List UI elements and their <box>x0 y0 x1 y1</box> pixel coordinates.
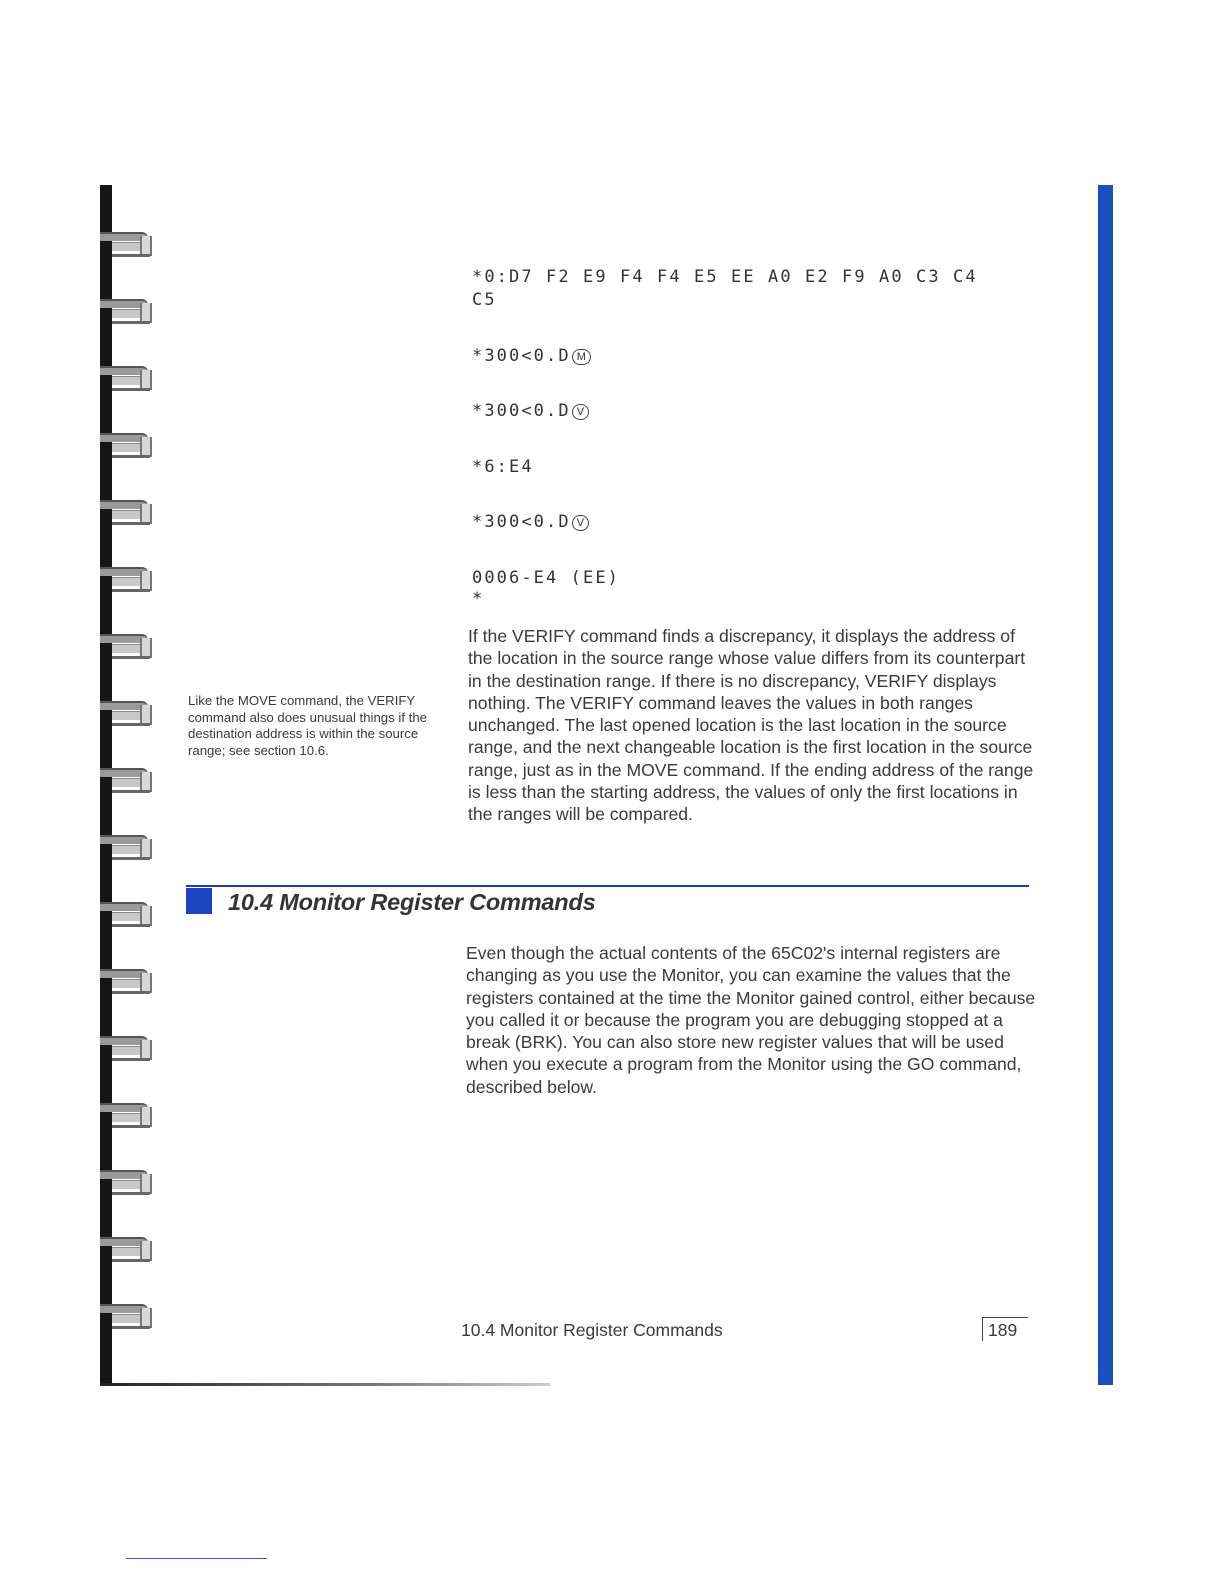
binding-coil-icon <box>100 429 152 463</box>
section-rule <box>186 885 1029 887</box>
margin-note: Like the MOVE command, the VERIFY command also does unusual things if the destination address is within the source range; see section 10.6. <box>188 693 427 759</box>
m-key-icon: M <box>572 349 591 365</box>
page-number: 189 <box>982 1317 1028 1341</box>
running-footer: 10.4 Monitor Register Commands <box>461 1320 723 1340</box>
binding-coil-icon <box>100 1032 152 1066</box>
binding-coil-icon <box>100 1166 152 1200</box>
code-line-1b: C5 <box>472 290 497 310</box>
binding-coil-icon <box>100 1300 152 1334</box>
binding-coil-icon <box>100 1233 152 1267</box>
binding-coil-icon <box>100 697 152 731</box>
binding-coil-icon <box>100 831 152 865</box>
binding-coil-icon <box>100 1099 152 1133</box>
binding-coil-icon <box>100 764 152 798</box>
blue-edge-bar <box>1098 185 1113 1385</box>
section-marker-icon <box>186 888 212 914</box>
v-key-icon: V <box>572 515 589 531</box>
code-line-6b: * <box>472 589 485 609</box>
binding-coil-icon <box>100 965 152 999</box>
code-line-5: *300<0.D V <box>472 512 589 533</box>
body-paragraph-registers: Even though the actual contents of the 65C02's internal registers are changing as you use the Monitor, you can examine the values that the registers contained at the time the Monitor gained control, either because you called it or because the program you are debugging stopped at a break (BRK). You can also store new register values that will be used when you execute a program from the Monitor using the GO command, described below. <box>466 943 1036 1097</box>
binding-coil-icon <box>100 630 152 664</box>
binding-coil-icon <box>100 496 152 530</box>
binding-coil-icon <box>100 295 152 329</box>
underline-mark <box>126 1558 267 1559</box>
code-line-6: 0006-E4 (EE) <box>472 568 621 588</box>
binding-coil-icon <box>100 898 152 932</box>
code-line-4: *6:E4 <box>472 457 534 477</box>
page-bottom-edge <box>100 1383 550 1386</box>
code-line-2: *300<0.D M <box>472 346 591 367</box>
v-key-icon: V <box>572 404 589 420</box>
binding-coil-icon <box>100 228 152 262</box>
section-heading: 10.4 Monitor Register Commands <box>228 889 596 915</box>
binding-coil-icon <box>100 362 152 396</box>
body-paragraph-verify: If the VERIFY command finds a discrepancy, it displays the address of the location in the source range whose value differs from its counterpart in the destination range. If there is no discrepancy, VERIFY displays nothing. The VERIFY command leaves the values in both ranges unchanged. The last opened location is the last location in the source range, and the next changeable location is the first location in the source range, just as in the MOVE command. If the ending address of the range is less than the starting address, the values of only the first locations in the ranges will be compared. <box>468 626 1034 825</box>
code-line-3: *300<0.D V <box>472 401 589 422</box>
code-line-1: *0:D7 F2 E9 F4 F4 E5 EE A0 E2 F9 A0 C3 C4 <box>472 267 978 287</box>
binding-coil-icon <box>100 563 152 597</box>
